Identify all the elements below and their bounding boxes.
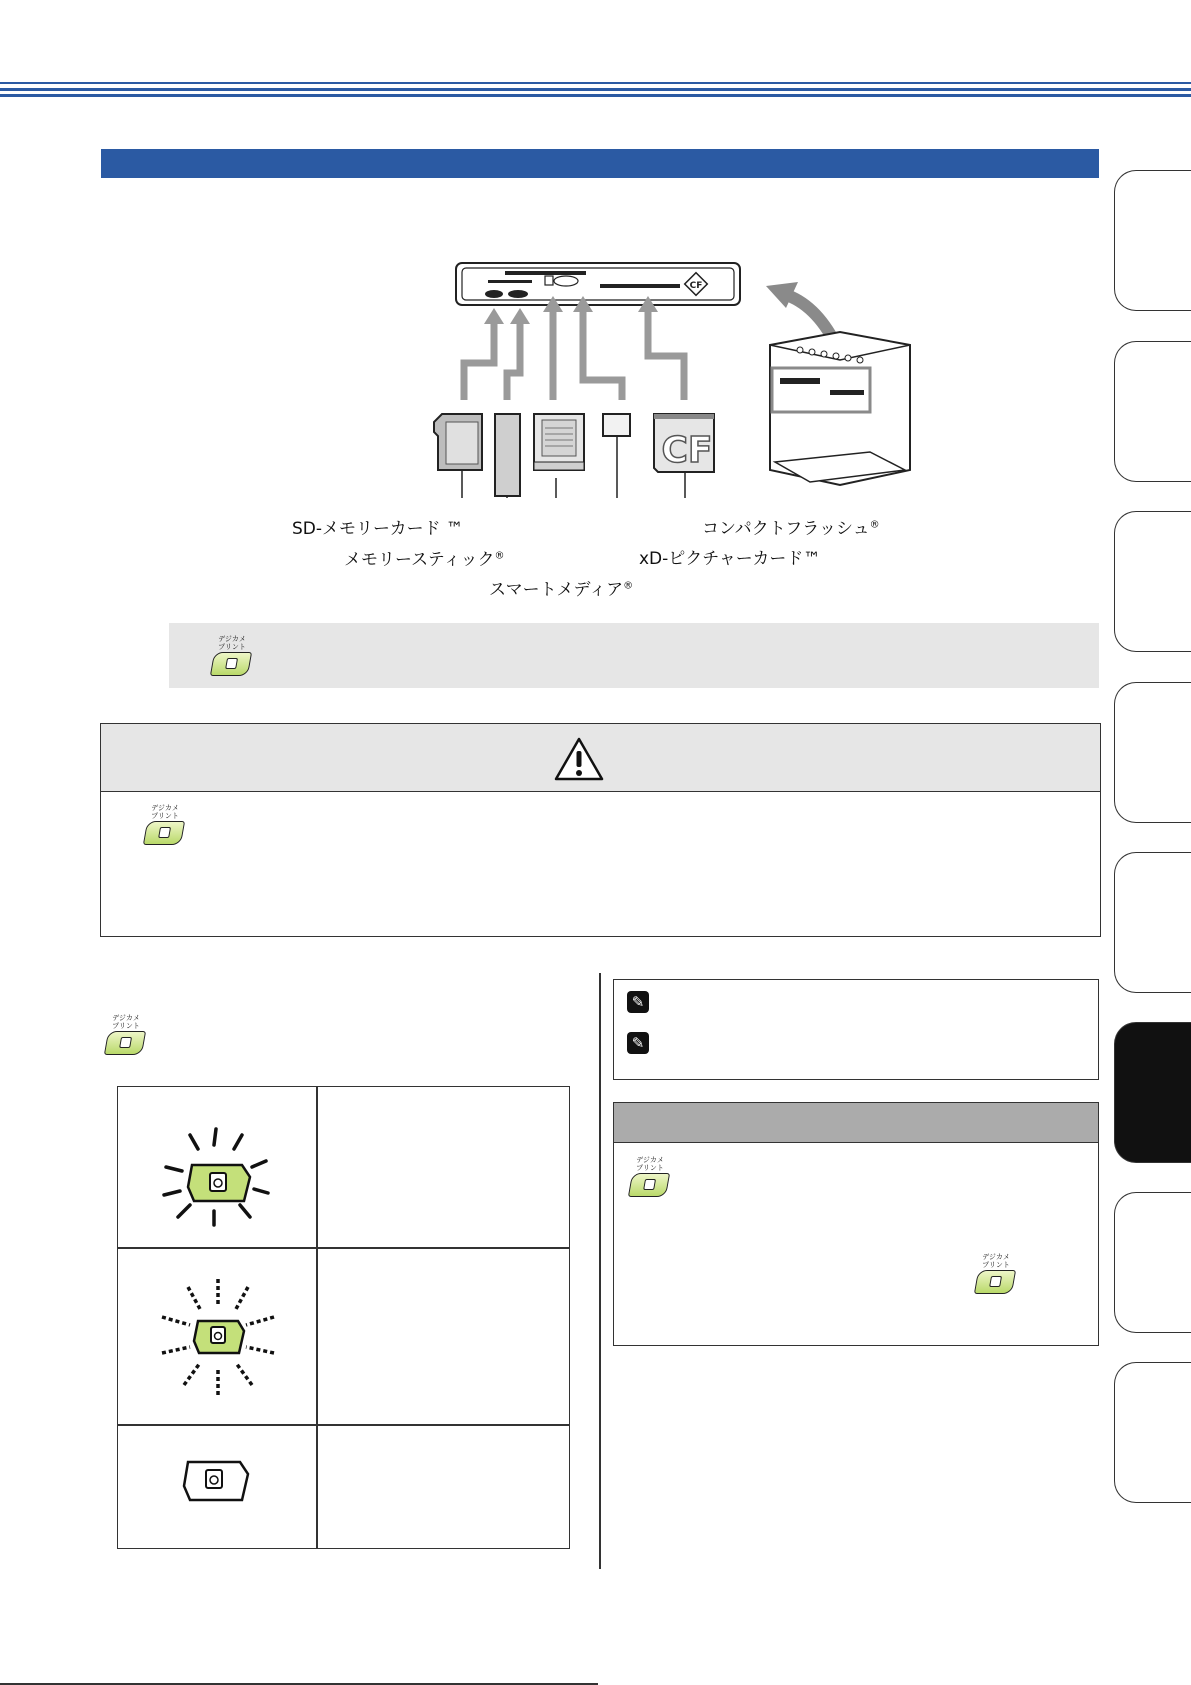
key-blinking-icon [158, 1277, 278, 1397]
reg-mark: ® [869, 519, 880, 531]
camera-icon [119, 1037, 132, 1048]
table-divider-vertical [316, 1087, 318, 1548]
key-off-icon [178, 1452, 258, 1512]
pencil-memo-icon: ✎ [627, 991, 649, 1013]
warning-triangle-icon [553, 736, 605, 782]
key-caption: デジカメ プリント [218, 635, 246, 651]
cf-logo-text: CF [689, 281, 703, 291]
digicame-print-key-icon [626, 1156, 674, 1204]
side-tab-2[interactable] [1114, 341, 1191, 482]
header-rule-bottom [0, 94, 1191, 97]
note-band [169, 623, 1099, 688]
key-button-shape [143, 821, 185, 845]
side-tab-8[interactable] [1114, 1362, 1191, 1503]
header-rule-middle [0, 88, 1191, 91]
key-button-shape [210, 652, 252, 676]
info-panel [613, 1102, 1099, 1346]
key-status-table [117, 1086, 570, 1549]
caution-box [100, 723, 1101, 937]
reg-mark: ® [494, 550, 505, 562]
key-button-shape [104, 1031, 146, 1055]
key-caption: デジカメ プリント [112, 1014, 140, 1030]
key-button-shape [974, 1270, 1016, 1294]
side-tab-7[interactable] [1114, 1192, 1191, 1333]
footer-rule [0, 1683, 598, 1685]
label-smart-media-text: スマートメディア [489, 580, 624, 600]
camera-icon [643, 1179, 656, 1190]
label-memory-stick [344, 545, 504, 570]
printer-illustration [760, 280, 920, 500]
label-sd-memory-card: SD-メモリーカード ™ [292, 519, 464, 539]
side-tab-6-active[interactable] [1114, 1022, 1191, 1163]
side-tab-3[interactable] [1114, 511, 1191, 652]
key-caption: デジカメ プリント [636, 1156, 664, 1172]
reg-mark: ® [623, 580, 634, 592]
label-memory-stick-text: メモリースティック [344, 550, 495, 570]
side-tab-4[interactable] [1114, 682, 1191, 823]
section-title-bar [101, 149, 1099, 178]
key-lit-icon [158, 1127, 278, 1227]
digicame-print-key-icon [972, 1253, 1020, 1301]
table-row-divider [118, 1424, 569, 1426]
digicame-print-key-icon [141, 804, 189, 852]
digicame-print-key-icon [208, 635, 256, 683]
side-tab-1[interactable] [1114, 170, 1191, 311]
label-compact-flash [702, 514, 880, 539]
side-tab-5[interactable] [1114, 852, 1191, 993]
camera-icon [225, 658, 238, 669]
caution-header [101, 724, 1100, 792]
camera-icon [989, 1276, 1002, 1287]
memo-box [613, 979, 1099, 1080]
header-rule-top [0, 82, 1191, 84]
key-caption: デジカメ プリント [151, 804, 179, 820]
label-compact-flash-text: コンパクトフラッシュ [702, 519, 870, 539]
label-xd-picture-card: xD-ピクチャーカード™ [639, 549, 821, 569]
camera-icon [158, 827, 171, 838]
column-divider [599, 973, 601, 1569]
pencil-memo-icon: ✎ [627, 1032, 649, 1054]
digicame-print-key-icon [102, 1014, 150, 1062]
cf-card-text: CF [661, 430, 713, 471]
table-row-divider [118, 1247, 569, 1249]
key-button-shape [628, 1173, 670, 1197]
key-caption: デジカメ プリント [982, 1253, 1010, 1269]
label-smart-media [489, 575, 633, 600]
info-panel-header [614, 1103, 1098, 1143]
